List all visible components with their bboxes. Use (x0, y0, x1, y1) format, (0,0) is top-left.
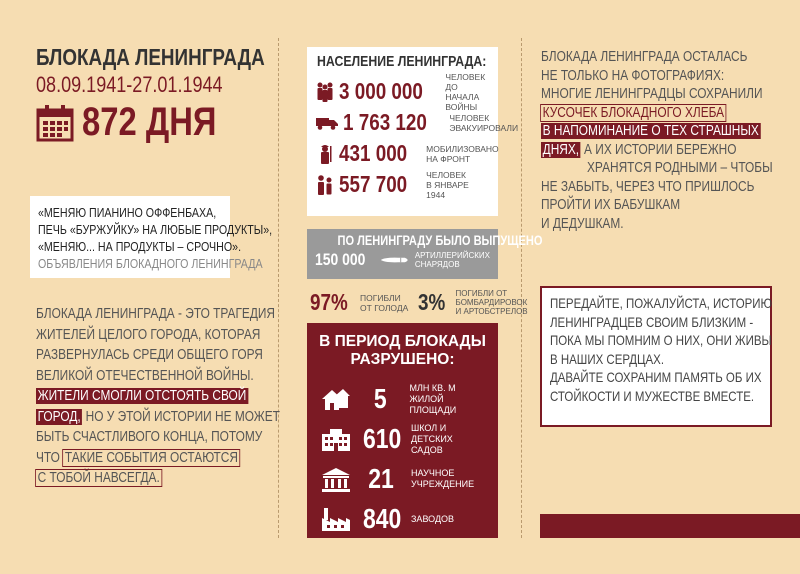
bread-paragraph: БЛОКАДА ЛЕНИНГРАДА ОСТАЛАСЬ НЕ ТОЛЬКО НА ФОТОГРАФИЯХ: МНОГИЕ ЛЕНИНГРАДЦЫ СОХРАНИЛИ КУСОЧЕК БЛОКАДНОГО ХЛЕБА В НАПОМИНАНИЕ О ТЕХ СТРАШНЫХ ДНЯХ, А ИХ ИСТОРИИ БЕРЕЖНО ХРАНЯТСЯ РОДНЫМИ – ЧТОБЫ НЕ ЗАБЫТЬ, ЧЕРЕЗ ЧТО ПРИШЛОСЬ ПРОЙТИ ИХ БАБУШКАМ И ДЕДУШКАМ. (541, 49, 773, 232)
story-highlight: ГОРОД, (37, 408, 81, 425)
bombing-percent: 3% (418, 289, 446, 315)
quote-line: ПЕЧЬ «БУРЖУЙКУ» НА ЛЮБЫЕ ПРОДУКТЫ», (38, 222, 273, 237)
population-row: 1 763 120 ЧЕЛОВЕК ЭВАКУИРОВАЛИ (315, 107, 490, 138)
population-row: 3 000 000 ЧЕЛОВЕК ДО НАЧАЛА ВОЙНЫ (315, 76, 490, 107)
school-icon (321, 426, 351, 452)
population-row: 431 000 МОБИЛИЗОВАНО НА ФРОНТ (315, 138, 490, 169)
memo-box: ПЕРЕДАЙТЕ, ПОЖАЛУЙСТА, ИСТОРИЮ ЛЕНИНГРАДЦЕВ СВОИМ БЛИЗКИМ - ПОКА МЫ ПОМНИМ О НИХ, ОНИ ЖИВЫ В НАШИХ СЕРДЦАХ. ДАВАЙТЕ СОХРАНИМ ПАМЯТЬ ОБ ИХ СТОЙКОСТИ И МУЖЕСТВЕ ВМЕСТЕ. (540, 286, 772, 427)
date-range: 08.09.1941-27.01.1944 (36, 72, 223, 97)
destroyed-row: 610 ШКОЛ И ДЕТСКИХ САДОВ (315, 419, 490, 459)
population-box (307, 47, 519, 216)
soldier-icon (315, 143, 335, 165)
quote-line: «МЕНЯЮ ПИАНИНО ОФФЕНБАХА, (38, 205, 217, 220)
destroyed-row: 21 НАУЧНОЕ УЧРЕЖДЕНИЕ (315, 459, 490, 499)
story-paragraph: БЛОКАДА ЛЕНИНГРАДА - ЭТО ТРАГЕДИЯ ЖИТЕЛЕЙ ЦЕЛОГО ГОРОДА, КОТОРАЯ РАЗВЕРНУЛАСЬ СРЕДИ ОБЩЕГО ГОРЯ ВЕЛИКОЙ ОТЕЧЕСТВЕННОЙ ВОЙНЫ. ЖИТЕЛИ СМОГЛИ ОТСТОЯТЬ СВОЙ ГОРОД, НО У ЭТОЙ ИСТОРИИ НЕ МОЖЕТ БЫТЬ СЧАСТЛИВОГО КОНЦА, ПОТОМУ ЧТО ТАКИЕ СОБЫТИЯ ОСТАЮТСЯ С ТОБОЙ НАВСЕГДА. (36, 306, 280, 486)
accent-bar (540, 514, 800, 538)
shells-count: 150 000 (315, 250, 366, 269)
days-count: 872 ДНЯ (82, 100, 217, 144)
population-row: 557 700 ЧЕЛОВЕК В ЯНВАРЕ 1944 (315, 169, 490, 200)
bread-highlight: ДНЯХ, (542, 141, 580, 158)
hunger-percent: 97% (310, 289, 348, 315)
column-divider-left (278, 38, 279, 538)
story-highlight: ТАКИЕ СОБЫТИЯ ОСТАЮТСЯ (64, 449, 238, 466)
destroyed-row: 5 МЛН КВ. М ЖИЛОЙ ПЛОЩАДИ (315, 379, 490, 419)
bread-highlight: В НАПОМИНАНИЕ О ТЕХ СТРАШНЫХ (542, 123, 759, 139)
bread-highlight: КУСОЧЕК БЛОКАДНОГО ХЛЕБА (542, 104, 725, 121)
people-pair-icon (315, 174, 335, 196)
destroyed-box (307, 323, 498, 538)
column-divider-right (521, 38, 522, 538)
shell-icon (380, 253, 410, 267)
shells-box: ПО ЛЕНИНГРАДУ БЫЛО ВЫПУЩЕНО 150 000 АРТИЛЛЕРИЙСКИХ СНАРЯДОВ (307, 229, 498, 279)
shells-title: ПО ЛЕНИНГРАДУ БЫЛО ВЫПУЩЕНО (337, 233, 543, 248)
factory-icon (321, 506, 351, 532)
calendar-icon (36, 104, 74, 142)
story-highlight: С ТОБОЙ НАВСЕГДА. (37, 470, 160, 486)
quote-source: ОБЪЯВЛЕНИЯ БЛОКАДНОГО ЛЕНИНГРАДА (38, 256, 263, 271)
destroyed-title: В ПЕРИОД БЛОКАДЫ РАЗРУШЕНО: (319, 333, 486, 368)
story-highlight: ЖИТЕЛИ СМОГЛИ ОТСТОЯТЬ СВОЙ (37, 388, 247, 404)
institution-icon (321, 466, 351, 492)
quote-box (30, 196, 273, 278)
page-title: БЛОКАДА ЛЕНИНГРАДА (36, 44, 265, 70)
death-percentages: 97% ПОГИБЛИ ОТ ГОЛОДА 3% ПОГИБЛИ ОТ БОМБАРДИРОВОК И АРТОБСТРЕЛОВ (310, 289, 528, 316)
house-icon (321, 386, 351, 412)
population-title: НАСЕЛЕНИЕ ЛЕНИНГРАДА: (317, 53, 487, 70)
truck-icon (315, 116, 339, 130)
quote-line: «МЕНЯЮ... НА ПРОДУКТЫ – СРОЧНО». (38, 239, 242, 254)
days-counter (36, 100, 246, 145)
destroyed-row: 840 ЗАВОДОВ (315, 499, 490, 539)
people-group-icon (315, 81, 335, 103)
